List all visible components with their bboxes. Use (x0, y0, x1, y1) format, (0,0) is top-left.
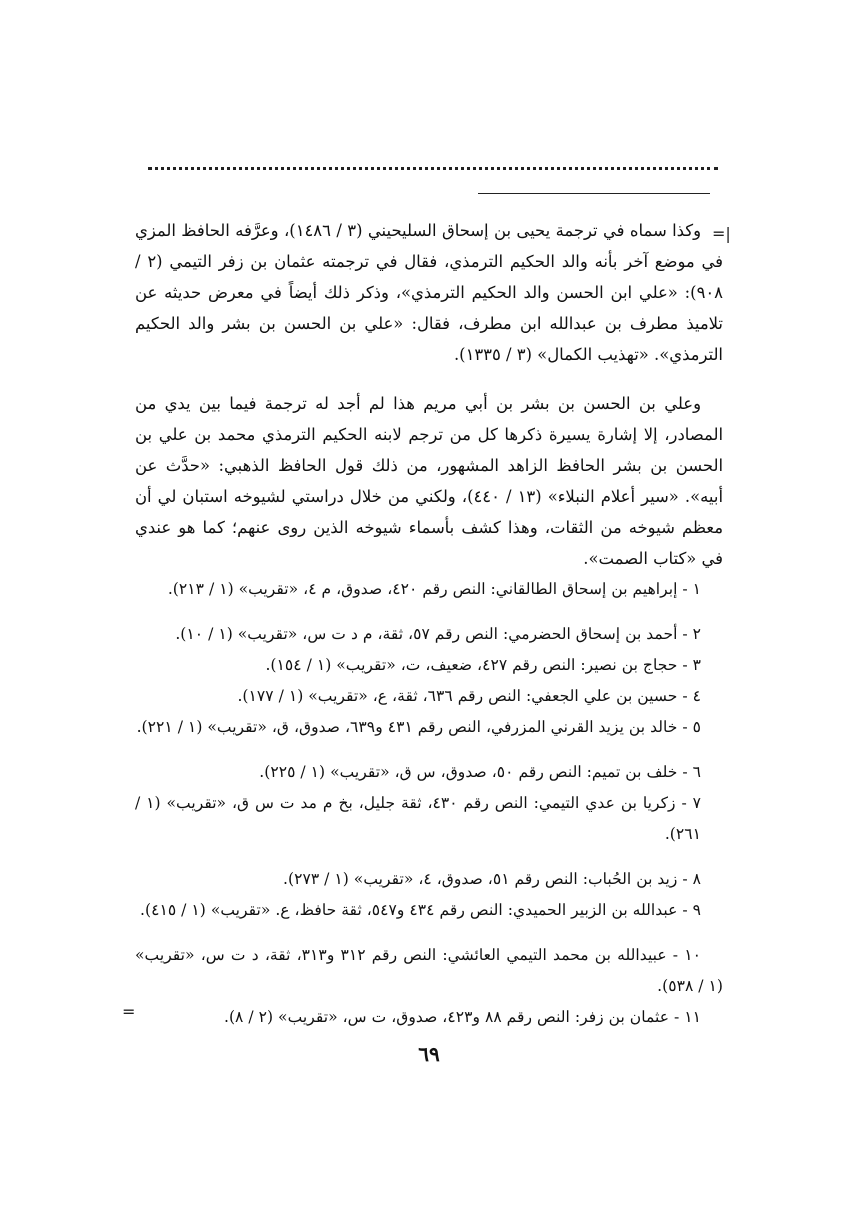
list-item: ١ - إبراهيم بن إسحاق الطالقاني: النص رقم ٤٢٠، صدوق، م ٤، «تقريب» (١ / ٢١٣). (167, 580, 701, 598)
continuation-marker-top: =| (712, 224, 731, 243)
list-item: ٦ - خلف بن تميم: النص رقم ٥٠، صدوق، س ق، «تقريب» (١ / ٢٢٥). (259, 763, 701, 781)
list-item: ٧ - زكريا بن عدي التيمي: النص رقم ٤٣٠، ثقة جليل، بخ م مد ت س ق، «تقريب» (١ / ٢٦١). (135, 794, 702, 843)
list-item: ٩ - عبدالله بن الزبير الحميدي: النص رقم ٤٣٤ و٥٤٧، ثقة حافظ، ع. «تقريب» (١ / ٤١٥). (140, 901, 701, 919)
paragraph: وكذا سماه في ترجمة يحيى بن إسحاق السليحيني (٣ / ١٤٨٦)، وعرَّفه الحافظ المزي في موضع آخر بأنه والد الحكيم الترمذي، فقال في ترجمته عثمان بن زفر التيمي (٢ / ٩٠٨): «علي ابن الحسن والد الحكيم الترمذي»، وذكر ذلك أيضاً في معرض حديثه عن تلاميذ مطرف بن عبدالله ابن مطرف، فقال: «علي بن الحسن بن بشر والد الحكيم الترمذي». «تهذيب الكمال» (٣ / ١٣٣٥). (135, 221, 723, 364)
list-item: ٣ - حجاج بن نصير: النص رقم ٤٢٧، ضعيف، ت، «تقريب» (١ / ١٥٤). (265, 656, 701, 674)
paragraph: وعلي بن الحسن بن بشر بن أبي مريم هذا لم أجد له ترجمة فيما بين يدي من المصادر، إلا إشارة يسيرة ذكرها كل من ترجم لابنه الحكيم الترمذي محمد بن علي بن الحسن بن بشر الحافظ الزاهد المشهور، من ذلك قول الحافظ الذهبي: «حدَّث عن أبيه». «سير أعلام النبلاء» (١٣ / ٤٤٠)، ولكني من خلال دراستي لشيوخه استبان لي أن معظم شيوخه من الثقات، وهذا كشف بأسماء شيوخه الذين روى عنهم؛ كما هو عندي في «كتاب الصمت». (135, 394, 723, 568)
list-item: ١١ - عثمان بن زفر: النص رقم ٨٨ و٤٢٣، صدوق، ت س، «تقريب» (٢ / ٨). (224, 1008, 701, 1026)
footnote-body (135, 215, 723, 1033)
list-item: ٨ - زيد بن الحُباب: النص رقم ٥١، صدوق، ٤، «تقريب» (١ / ٢٧٣). (283, 870, 701, 888)
continuation-marker-bottom: = (122, 1002, 136, 1021)
footnote-rule (478, 193, 710, 194)
list-item: ١٠ - عبيدالله بن محمد التيمي العائشي: النص رقم ٣١٢ و٣١٣، ثقة، د ت س، «تقريب» (١ / ٥٣٨). (135, 946, 723, 995)
page-number: ٦٩ (418, 1042, 440, 1066)
list-item: ٤ - حسين بن علي الجعفي: النص رقم ٦٣٦، ثقة، ع، «تقريب» (١ / ١٧٧). (237, 687, 701, 705)
dotted-separator (148, 167, 718, 170)
list-item: ٢ - أحمد بن إسحاق الحضرمي: النص رقم ٥٧، ثقة، م د ت س، «تقريب» (١ / ١٠). (175, 625, 701, 643)
narrators-list (135, 574, 723, 1033)
list-item: ٥ - خالد بن يزيد القرني المزرفي، النص رقم ٤٣١ و٦٣٩، صدوق، ق، «تقريب» (١ / ٢٢١). (136, 718, 701, 736)
